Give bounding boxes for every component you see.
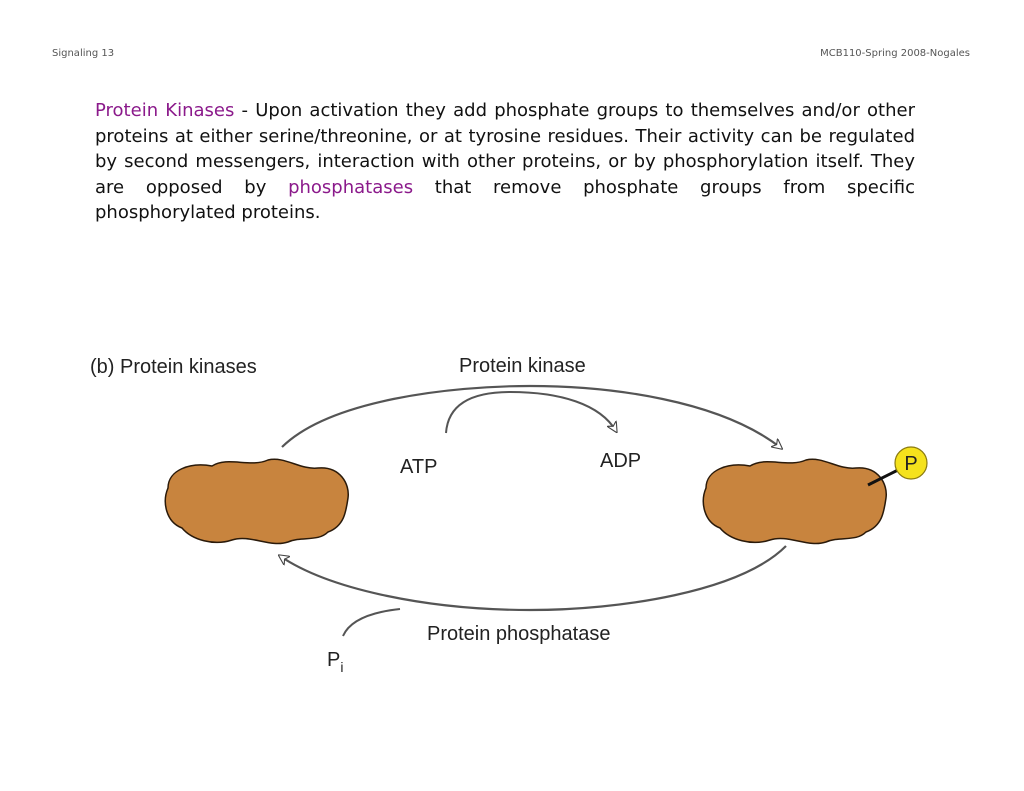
slide-label: Signaling 13: [52, 48, 115, 59]
atp-adp-arrow: [446, 392, 616, 433]
course-label: MCB110-Spring 2008-Nogales: [820, 48, 970, 59]
protein-unphosphorylated: [165, 459, 348, 543]
panel-label: (b) Protein kinases: [90, 356, 257, 378]
protein-kinase-label: Protein kinase: [459, 355, 586, 377]
pi-release-arrow: [343, 609, 400, 636]
atp-label: ATP: [400, 456, 438, 478]
protein-phosphorylated: [703, 459, 886, 543]
paragraph-text-1: - Upon activation they add phosphate groups to themselves and/or other proteins at either serine/threonine, or at tyrosine residues. Their activity can be regulated by second messengers, interaction with other proteins, or by phosphorylation itself. They are opposed by: [95, 100, 915, 198]
dephosphorylation-arrow: [280, 546, 786, 610]
protein-phosphatase-label: Protein phosphatase: [427, 623, 611, 645]
paragraph-text-2: that remove phosphate groups from specific phosphorylated proteins.: [95, 176, 915, 223]
pi-label: $P_i$: [327, 649, 344, 675]
term-phosphatases: phosphatases: [288, 176, 414, 198]
phosphate-label: P: [904, 453, 918, 475]
adp-label: ADP: [600, 450, 642, 472]
term-protein-kinases: Protein Kinases: [95, 100, 235, 121]
phosphorylation-arrow: [282, 386, 781, 448]
